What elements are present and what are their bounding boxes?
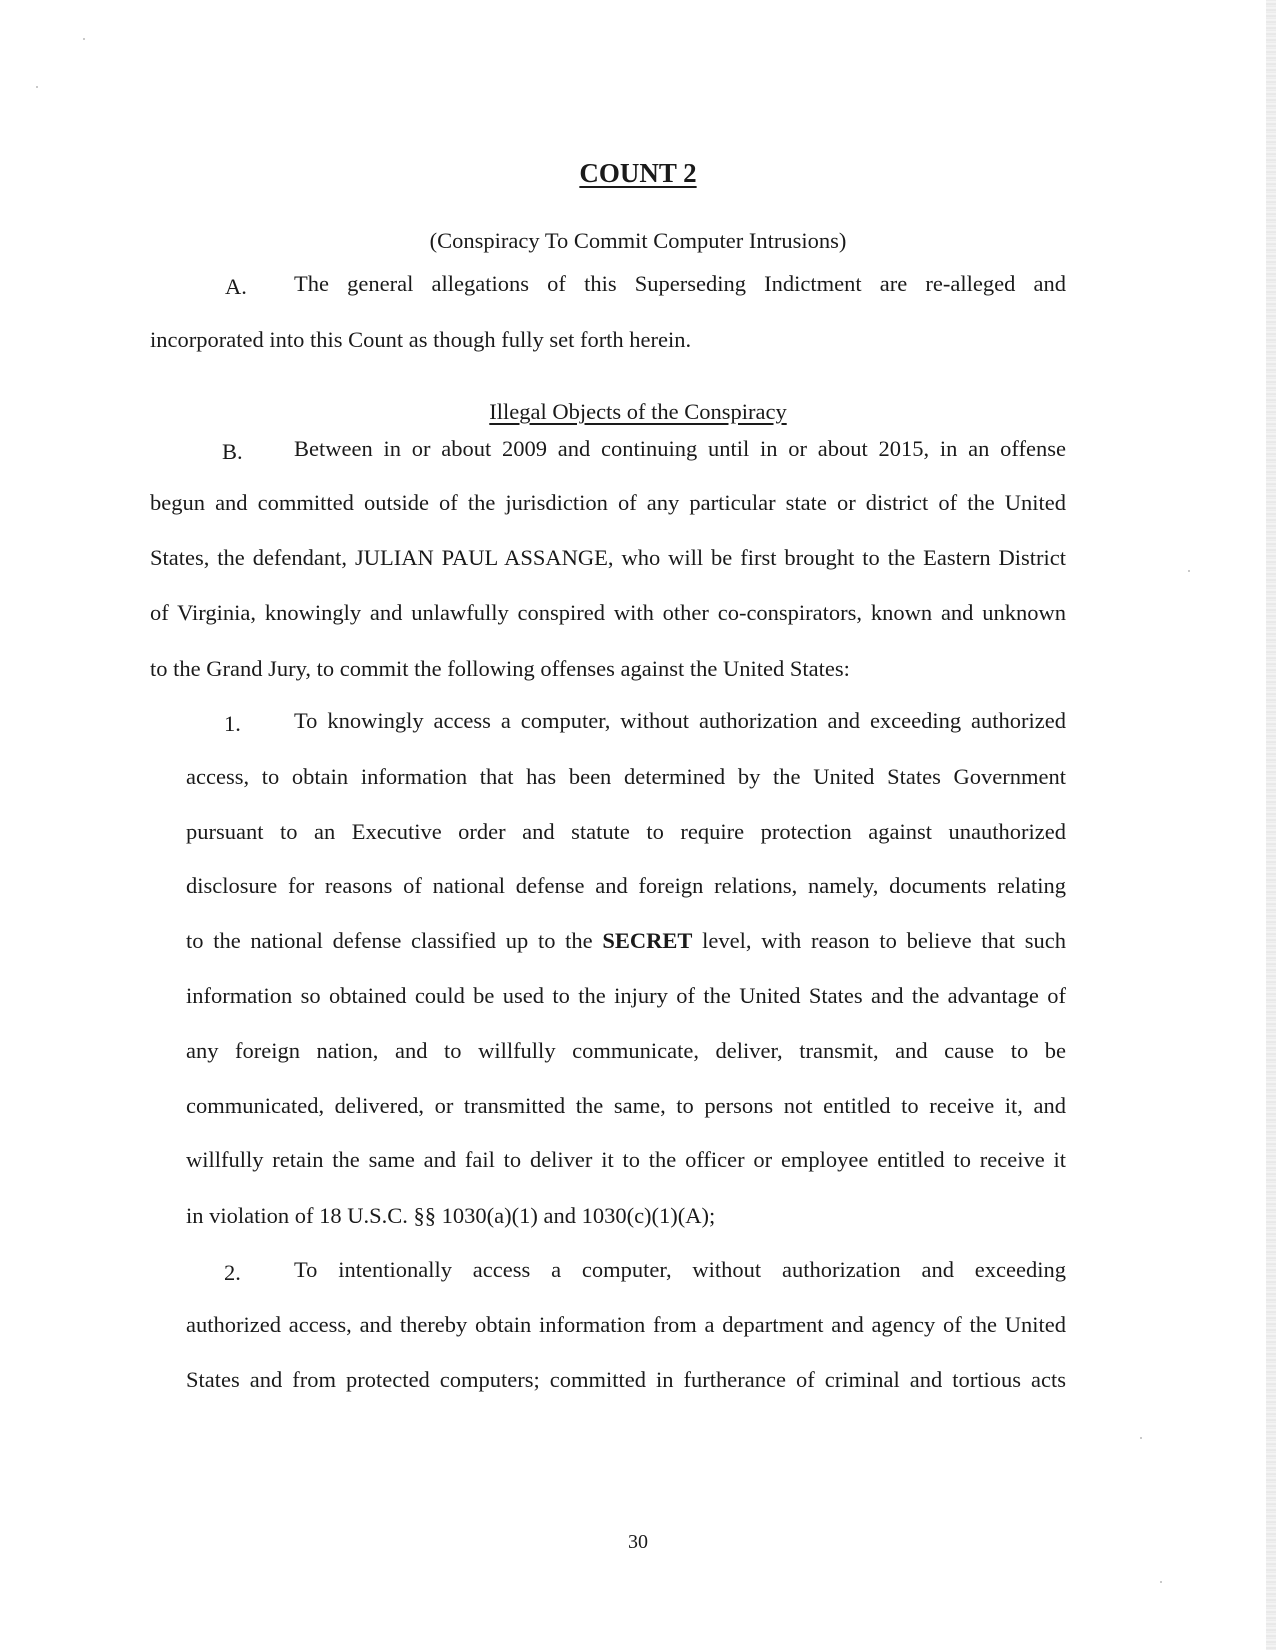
para-a-line: The general allegations of this Superseding Indictment are re-alleged and	[294, 271, 1066, 296]
item-1-line: information so obtained could be used to the injury of the United States and the advantage of	[186, 983, 1066, 1008]
item-1-line: in violation of 18 U.S.C. §§ 1030(a)(1) and 1030(c)(1)(A);	[186, 1203, 716, 1228]
scan-speck	[36, 86, 38, 88]
item-1-marker: 1.	[224, 711, 241, 736]
para-b-line: States, the defendant, JULIAN PAUL ASSANGE, who will be first brought to the Eastern District	[150, 545, 1066, 570]
item-1-line: disclosure for reasons of national defense and foreign relations, namely, documents relating	[186, 873, 1066, 898]
item-1-line: willfully retain the same and fail to deliver it to the officer or employee entitled to receive it	[186, 1147, 1066, 1172]
scan-speck	[1188, 570, 1190, 572]
para-a-line: incorporated into this Count as though fully set forth herein.	[150, 327, 692, 352]
para-b-marker: B.	[222, 439, 243, 464]
para-b-line: begun and committed outside of the jurisdiction of any particular state or district of the United	[150, 490, 1066, 515]
count-subtitle: (Conspiracy To Commit Computer Intrusions)	[429, 228, 847, 253]
scan-speck	[1140, 1437, 1142, 1439]
para-b-line: to the Grand Jury, to commit the following offenses against the United States:	[150, 656, 850, 681]
page-number: 30	[628, 1531, 648, 1553]
item-2-line: authorized access, and thereby obtain information from a department and agency of the United	[186, 1312, 1066, 1337]
para-b-line: Between in or about 2009 and continuing until in or about 2015, in an offense	[294, 436, 1066, 461]
item-1-line: pursuant to an Executive order and statute to require protection against unauthorized	[186, 819, 1066, 844]
item-1-line-part: to the national defense classified up to the	[186, 928, 593, 953]
scan-speck	[1160, 1581, 1162, 1583]
item-1-line: communicated, delivered, or transmitted the same, to persons not entitled to receive it, and	[186, 1093, 1066, 1118]
item-1-line: To knowingly access a computer, without authorization and exceeding authorized	[294, 708, 1066, 733]
item-1-line: any foreign nation, and to willfully communicate, deliver, transmit, and cause to be	[186, 1038, 1066, 1063]
para-a-marker: A.	[225, 274, 247, 299]
item-1-line-secret	[186, 926, 1066, 956]
item-2-line: To intentionally access a computer, without authorization and exceeding	[294, 1257, 1066, 1282]
count-title: COUNT 2	[579, 158, 697, 188]
item-2-line: States and from protected computers; committed in furtherance of criminal and tortious acts	[186, 1367, 1066, 1392]
item-2-marker: 2.	[224, 1260, 241, 1285]
secret-classification: SECRET	[602, 928, 693, 953]
scan-speck	[83, 38, 85, 40]
item-1-line: access, to obtain information that has been determined by the United States Government	[186, 764, 1066, 789]
item-1-line-part: level, with reason to believe that such	[702, 928, 1066, 953]
section-heading: Illegal Objects of the Conspiracy	[489, 399, 787, 424]
para-b-line: of Virginia, knowingly and unlawfully conspired with other co-conspirators, known and unknown	[150, 600, 1066, 625]
